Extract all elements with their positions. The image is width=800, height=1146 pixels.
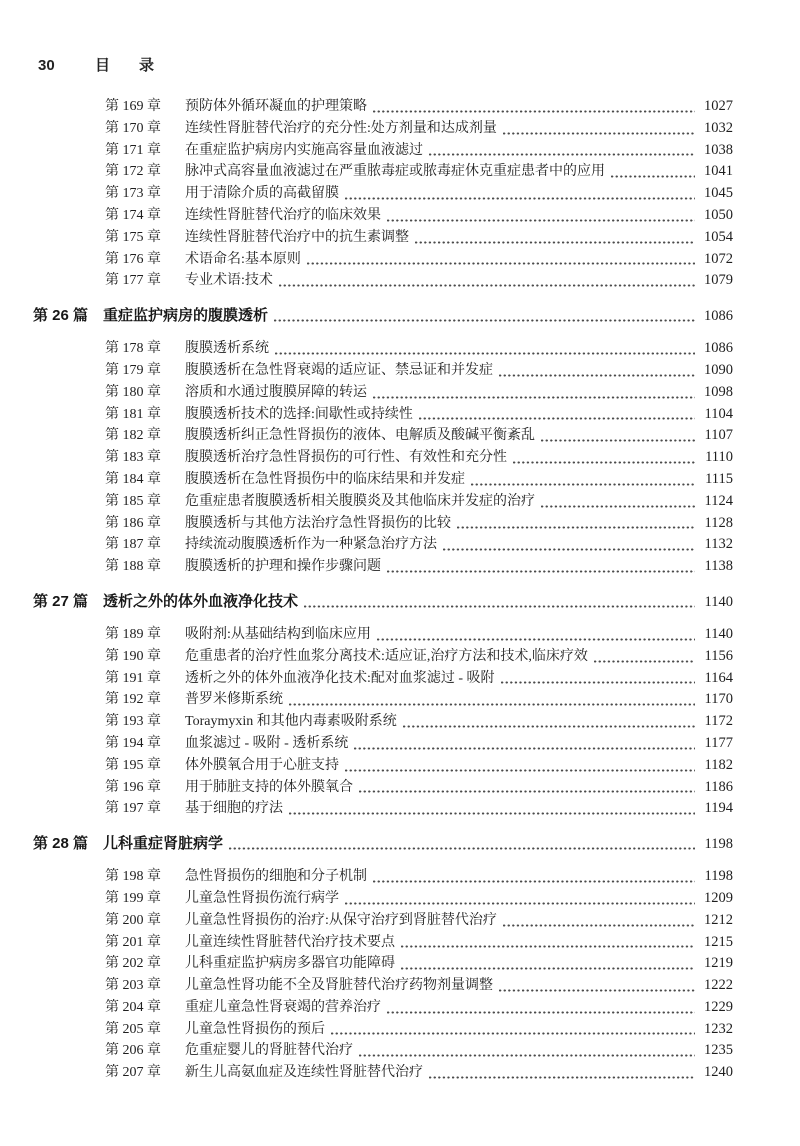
page-number-ref: 1054 bbox=[704, 228, 733, 245]
chapter-title: 脉冲式高容量血液滤过在严重脓毒症或脓毒症休克重症患者中的应用 bbox=[185, 164, 605, 180]
toc-chapter-row bbox=[33, 227, 733, 249]
chapter-title: 儿科重症监护病房多器官功能障碍 bbox=[185, 956, 395, 972]
chapter-number-label: 第 188 章 bbox=[105, 559, 161, 575]
chapter-number-label: 第 181 章 bbox=[105, 406, 161, 422]
dot-leader bbox=[471, 469, 695, 491]
toc-chapter-row bbox=[33, 513, 733, 535]
toc-chapter-row bbox=[33, 491, 733, 513]
page-number-ref: 1235 bbox=[704, 1042, 733, 1059]
chapter-title: 腹膜透析治疗急性肾损伤的可行性、有效性和充分性 bbox=[185, 450, 507, 466]
chapter-number-label: 第 186 章 bbox=[105, 515, 161, 531]
toc-section-row bbox=[33, 833, 733, 855]
dot-leader bbox=[457, 513, 695, 535]
page-number-ref: 1140 bbox=[704, 625, 733, 642]
toc-chapter-row bbox=[33, 755, 733, 777]
toc-chapter-row bbox=[33, 866, 733, 888]
toc-chapter-row bbox=[33, 1040, 733, 1062]
chapter-number-label: 第 207 章 bbox=[105, 1065, 161, 1081]
page-number-ref: 1110 bbox=[705, 449, 733, 466]
chapter-number-label: 第 205 章 bbox=[105, 1021, 161, 1037]
chapter-number-label: 第 187 章 bbox=[105, 537, 161, 553]
dot-leader bbox=[377, 624, 695, 646]
dot-leader bbox=[403, 711, 695, 733]
chapter-number-label: 第 172 章 bbox=[105, 164, 161, 180]
chapter-title: 用于清除介质的高截留膜 bbox=[185, 186, 339, 202]
toc-chapter-row bbox=[33, 910, 733, 932]
dot-leader bbox=[611, 161, 695, 183]
page-number-ref: 1138 bbox=[704, 558, 733, 575]
chapter-number-label: 第 200 章 bbox=[105, 912, 161, 928]
dot-leader bbox=[345, 888, 695, 910]
page-number-ref: 1098 bbox=[704, 383, 733, 400]
chapter-title: 术语命名:基本原则 bbox=[185, 251, 301, 267]
page-number-ref: 1229 bbox=[704, 998, 733, 1015]
toc-chapter-row bbox=[33, 140, 733, 162]
chapter-title: 连续性肾脏替代治疗中的抗生素调整 bbox=[185, 229, 409, 245]
page-number-ref: 1124 bbox=[704, 492, 733, 509]
dot-leader bbox=[359, 1040, 695, 1062]
page-number-ref: 1182 bbox=[704, 756, 733, 773]
chapter-title: 持续流动腹膜透析作为一种紧急治疗方法 bbox=[185, 537, 437, 553]
page-number-ref: 1079 bbox=[704, 272, 733, 289]
dot-leader bbox=[373, 96, 695, 118]
dot-leader bbox=[387, 556, 695, 578]
toc-chapter-row bbox=[33, 249, 733, 271]
toc-section-row bbox=[33, 305, 733, 327]
toc-chapter-row bbox=[33, 205, 733, 227]
dot-leader bbox=[429, 140, 695, 162]
toc-chapter-row bbox=[33, 382, 733, 404]
dot-leader bbox=[387, 997, 695, 1019]
chapter-title: 透析之外的体外血液净化技术:配对血浆滤过 - 吸附 bbox=[185, 670, 495, 686]
dot-leader bbox=[274, 305, 695, 327]
page-number-ref: 1050 bbox=[704, 206, 733, 223]
chapter-title: 儿童急性肾损伤的治疗:从保守治疗到肾脏替代治疗 bbox=[185, 912, 497, 928]
dot-leader bbox=[289, 689, 695, 711]
page-number-ref: 1219 bbox=[704, 955, 733, 972]
page-number-ref: 1209 bbox=[704, 889, 733, 906]
dot-leader bbox=[331, 1019, 695, 1041]
chapter-number-label: 第 170 章 bbox=[105, 120, 161, 136]
toc-chapter-row bbox=[33, 96, 733, 118]
toc-chapter-row bbox=[33, 888, 733, 910]
toc-chapter-row bbox=[33, 161, 733, 183]
page-number-ref: 1186 bbox=[704, 778, 733, 795]
section-number-label: 第 26 篇 bbox=[33, 307, 89, 325]
page-number-ref: 1164 bbox=[704, 669, 733, 686]
toc-chapter-row bbox=[33, 733, 733, 755]
page-number-ref: 1232 bbox=[704, 1020, 733, 1037]
chapter-title: 危重患者的治疗性血浆分离技术:适应证,治疗方法和技术,临床疗效 bbox=[185, 648, 588, 664]
toc-chapter-row bbox=[33, 646, 733, 668]
section-title: 儿科重症肾脏病学 bbox=[103, 835, 224, 853]
toc-chapter-row bbox=[33, 360, 733, 382]
page-number-ref: 1222 bbox=[704, 977, 733, 994]
toc-chapter-row bbox=[33, 668, 733, 690]
chapter-title: Toraymyxin 和其他内毒素吸附系统 bbox=[185, 714, 397, 730]
page-number-ref: 1156 bbox=[704, 647, 733, 664]
chapter-title: 腹膜透析与其他方法治疗急性肾损伤的比较 bbox=[185, 515, 451, 531]
chapter-title: 用于肺脏支持的体外膜氧合 bbox=[185, 779, 353, 795]
toc-chapter-row bbox=[33, 798, 733, 820]
dot-leader bbox=[387, 205, 695, 227]
chapter-title: 儿童急性肾功能不全及肾脏替代治疗药物剂量调整 bbox=[185, 978, 493, 994]
toc-chapter-row bbox=[33, 711, 733, 733]
chapter-number-label: 第 173 章 bbox=[105, 186, 161, 202]
chapter-title: 腹膜透析在急性肾衰竭的适应证、禁忌证和并发症 bbox=[185, 362, 493, 378]
chapter-number-label: 第 204 章 bbox=[105, 999, 161, 1015]
toc-chapter-row bbox=[33, 183, 733, 205]
chapter-number-label: 第 180 章 bbox=[105, 384, 161, 400]
chapter-number-label: 第 194 章 bbox=[105, 735, 161, 751]
page-number-ref: 1177 bbox=[704, 734, 733, 751]
page-number-ref: 1140 bbox=[704, 593, 733, 610]
page-number-ref: 1086 bbox=[704, 308, 733, 325]
page-number-ref: 1115 bbox=[705, 470, 733, 487]
chapter-number-label: 第 185 章 bbox=[105, 493, 161, 509]
dot-leader bbox=[499, 975, 695, 997]
dot-leader bbox=[513, 447, 695, 469]
dot-leader bbox=[279, 270, 695, 292]
chapter-title: 连续性肾脏替代治疗的临床效果 bbox=[185, 207, 381, 223]
chapter-number-label: 第 189 章 bbox=[105, 626, 161, 642]
chapter-title: 新生儿高氨血症及连续性肾脏替代治疗 bbox=[185, 1065, 423, 1081]
chapter-title: 基于细胞的疗法 bbox=[185, 801, 283, 817]
chapter-number-label: 第 182 章 bbox=[105, 428, 161, 444]
chapter-number-label: 第 178 章 bbox=[105, 341, 161, 357]
chapter-number-label: 第 191 章 bbox=[105, 670, 161, 686]
chapter-number-label: 第 197 章 bbox=[105, 801, 161, 817]
page-number-ref: 1172 bbox=[704, 713, 733, 730]
toc-chapter-row bbox=[33, 469, 733, 491]
chapter-title: 急性肾损伤的细胞和分子机制 bbox=[185, 869, 367, 885]
dot-leader bbox=[304, 591, 695, 613]
chapter-title: 血浆滤过 - 吸附 - 透析系统 bbox=[185, 735, 349, 751]
toc-chapter-row bbox=[33, 556, 733, 578]
chapter-number-label: 第 192 章 bbox=[105, 692, 161, 708]
dot-leader bbox=[275, 338, 695, 360]
dot-leader bbox=[415, 227, 695, 249]
chapter-title: 危重症婴儿的肾脏替代治疗 bbox=[185, 1043, 353, 1059]
dot-leader bbox=[359, 777, 695, 799]
dot-leader bbox=[373, 382, 695, 404]
toc-chapter-row bbox=[33, 270, 733, 292]
chapter-title: 危重症患者腹膜透析相关腹膜炎及其他临床并发症的治疗 bbox=[185, 493, 535, 509]
chapter-number-label: 第 176 章 bbox=[105, 251, 161, 267]
chapter-title: 预防体外循环凝血的护理策略 bbox=[185, 99, 367, 114]
page-number-ref: 1086 bbox=[704, 340, 733, 357]
toc-chapter-row bbox=[33, 404, 733, 426]
page-number-ref: 1090 bbox=[704, 361, 733, 378]
chapter-number-label: 第 201 章 bbox=[105, 934, 161, 950]
chapter-title: 重症儿童急性肾衰竭的营养治疗 bbox=[185, 999, 381, 1015]
page-number-ref: 1240 bbox=[704, 1064, 733, 1081]
toc-chapter-row bbox=[33, 975, 733, 997]
chapter-title: 溶质和水通过腹膜屏障的转运 bbox=[185, 384, 367, 400]
toc-chapter-row bbox=[33, 932, 733, 954]
dot-leader bbox=[419, 404, 695, 426]
toc-list bbox=[33, 96, 733, 1084]
chapter-number-label: 第 193 章 bbox=[105, 714, 161, 730]
section-title: 透析之外的体外血液净化技术 bbox=[103, 592, 299, 610]
dot-leader bbox=[373, 866, 695, 888]
page-number-ref: 1041 bbox=[704, 163, 733, 180]
section-title: 重症监护病房的腹膜透析 bbox=[103, 307, 269, 325]
toc-chapter-row bbox=[33, 425, 733, 447]
dot-leader bbox=[229, 833, 695, 855]
toc-chapter-row bbox=[33, 1062, 733, 1084]
chapter-number-label: 第 195 章 bbox=[105, 757, 161, 773]
section-number-label: 第 28 篇 bbox=[33, 835, 89, 853]
chapter-title: 儿童急性肾损伤的预后 bbox=[185, 1021, 325, 1037]
dot-leader bbox=[345, 183, 695, 205]
chapter-number-label: 第 199 章 bbox=[105, 890, 161, 906]
toc-section-row bbox=[33, 591, 733, 613]
dot-leader bbox=[345, 755, 695, 777]
page-title: 目 录 bbox=[95, 57, 162, 74]
chapter-title: 腹膜透析系统 bbox=[185, 341, 269, 357]
toc-chapter-row bbox=[33, 447, 733, 469]
page-number-ref: 1132 bbox=[704, 536, 733, 553]
dot-leader bbox=[429, 1062, 695, 1084]
chapter-number-label: 第 169 章 bbox=[105, 99, 161, 114]
page-number-ref: 1215 bbox=[704, 933, 733, 950]
chapter-number-label: 第 175 章 bbox=[105, 229, 161, 245]
dot-leader bbox=[401, 953, 695, 975]
chapter-title: 腹膜透析的护理和操作步骤问题 bbox=[185, 559, 381, 575]
page-number-ref: 1198 bbox=[704, 868, 733, 885]
dot-leader bbox=[401, 932, 695, 954]
dot-leader bbox=[503, 910, 695, 932]
chapter-title: 腹膜透析纠正急性肾损伤的液体、电解质及酸碱平衡紊乱 bbox=[185, 428, 535, 444]
page-number-ref: 1038 bbox=[704, 141, 733, 158]
chapter-number-label: 第 190 章 bbox=[105, 648, 161, 664]
dot-leader bbox=[503, 118, 695, 140]
chapter-title: 儿童连续性肾脏替代治疗技术要点 bbox=[185, 934, 395, 950]
chapter-number-label: 第 179 章 bbox=[105, 362, 161, 378]
dot-leader bbox=[541, 491, 695, 513]
chapter-number-label: 第 202 章 bbox=[105, 956, 161, 972]
chapter-title: 腹膜透析在急性肾损伤中的临床结果和并发症 bbox=[185, 471, 465, 487]
dot-leader bbox=[354, 733, 695, 755]
dot-leader bbox=[501, 668, 695, 690]
toc-chapter-row bbox=[33, 777, 733, 799]
dot-leader bbox=[443, 534, 695, 556]
page-number: 30 bbox=[38, 57, 55, 74]
chapter-title: 连续性肾脏替代治疗的充分性:处方剂量和达成剂量 bbox=[185, 120, 497, 136]
dot-leader bbox=[307, 249, 695, 271]
chapter-number-label: 第 206 章 bbox=[105, 1043, 161, 1059]
chapter-number-label: 第 203 章 bbox=[105, 978, 161, 994]
toc-chapter-row bbox=[33, 1019, 733, 1041]
page-number-ref: 1194 bbox=[704, 800, 733, 817]
chapter-number-label: 第 171 章 bbox=[105, 142, 161, 158]
chapter-number-label: 第 196 章 bbox=[105, 779, 161, 795]
chapter-title: 在重症监护病房内实施高容量血液滤过 bbox=[185, 142, 423, 158]
page-header bbox=[33, 54, 733, 72]
chapter-title: 吸附剂:从基础结构到临床应用 bbox=[185, 626, 371, 642]
chapter-number-label: 第 183 章 bbox=[105, 450, 161, 466]
toc-chapter-row bbox=[33, 689, 733, 711]
section-number-label: 第 27 篇 bbox=[33, 592, 89, 610]
page-number-ref: 1170 bbox=[704, 691, 733, 708]
toc-chapter-row bbox=[33, 624, 733, 646]
page-number-ref: 1072 bbox=[704, 250, 733, 267]
dot-leader bbox=[594, 646, 695, 668]
dot-leader bbox=[499, 360, 695, 382]
toc-chapter-row bbox=[33, 997, 733, 1019]
chapter-title: 专业术语:技术 bbox=[185, 273, 273, 289]
page-number-ref: 1027 bbox=[704, 98, 733, 114]
toc-chapter-row bbox=[33, 338, 733, 360]
toc-chapter-row bbox=[33, 953, 733, 975]
chapter-number-label: 第 198 章 bbox=[105, 869, 161, 885]
toc-chapter-row bbox=[33, 534, 733, 556]
dot-leader bbox=[541, 425, 695, 447]
toc-chapter-row bbox=[33, 118, 733, 140]
page-number-ref: 1128 bbox=[704, 514, 733, 531]
page-number-ref: 1104 bbox=[704, 405, 733, 422]
chapter-title: 普罗米修斯系统 bbox=[185, 692, 283, 708]
page-number-ref: 1212 bbox=[704, 911, 733, 928]
page-number-ref: 1032 bbox=[704, 119, 733, 136]
page-number-ref: 1107 bbox=[704, 427, 733, 444]
chapter-title: 儿童急性肾损伤流行病学 bbox=[185, 890, 339, 906]
page-number-ref: 1198 bbox=[704, 836, 733, 853]
chapter-title: 体外膜氧合用于心脏支持 bbox=[185, 757, 339, 773]
chapter-number-label: 第 184 章 bbox=[105, 471, 161, 487]
chapter-number-label: 第 174 章 bbox=[105, 207, 161, 223]
chapter-number-label: 第 177 章 bbox=[105, 273, 161, 289]
chapter-title: 腹膜透析技术的选择:间歇性或持续性 bbox=[185, 406, 413, 422]
page-number-ref: 1045 bbox=[704, 185, 733, 202]
dot-leader bbox=[289, 798, 695, 820]
